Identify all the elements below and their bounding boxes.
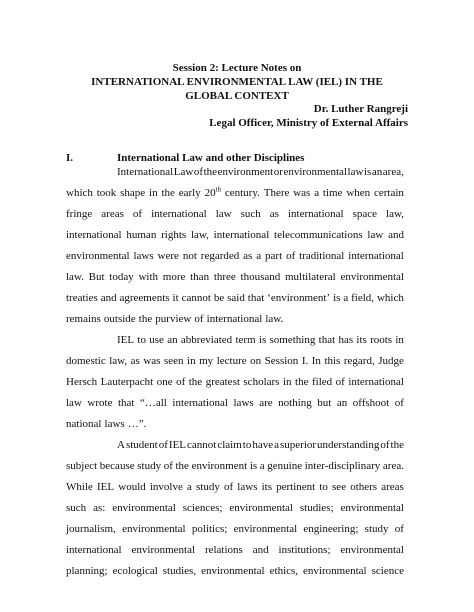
text-line: treaties and agreements it cannot be said that ‘environment’ is a field, which bbox=[66, 292, 404, 304]
text-line: While IEL would involve a study of laws its pertinent to see others areas bbox=[66, 481, 404, 493]
text-line: international environmental relations and institutions; environmental bbox=[66, 544, 404, 556]
section-title: International Law and other Disciplines bbox=[117, 152, 305, 164]
text-line: planning; ecological studies, environmental ethics, environmental science bbox=[66, 565, 404, 577]
document-title-block bbox=[40, 61, 434, 103]
text-line: journalism, environmental politics; environmental engineering; study of bbox=[66, 523, 404, 535]
text-line: A student of IEL cannot claim to have a superior understanding of the bbox=[117, 439, 404, 451]
text-line: law wrote that “…all international laws are nothing but an offshoot of bbox=[66, 397, 404, 409]
text-line: International Law of the environment or environmental law is an area, bbox=[117, 166, 404, 178]
author-block bbox=[209, 102, 408, 130]
author-position: Legal Officer, Ministry of External Affairs bbox=[209, 117, 408, 129]
text-line: such as: environmental sciences; environmental studies; environmental bbox=[66, 502, 404, 514]
text-line: subject because study of the environment is a genuine inter-disciplinary area. bbox=[66, 460, 404, 472]
text-line: environmental laws were not regarded as a part of traditional international bbox=[66, 250, 404, 262]
text-line: IEL to use an abbreviated term is something that has its roots in bbox=[117, 334, 404, 346]
text-line: remains outside the purview of international law. bbox=[66, 313, 284, 325]
author-name: Dr. Luther Rangreji bbox=[313, 103, 408, 115]
text-line: international human rights law, international telecommunications law and bbox=[66, 229, 404, 241]
text-line: domestic law, as was seen in my lecture on Session I. In this regard, Judge bbox=[66, 355, 404, 367]
title-line-1: INTERNATIONAL ENVIRONMENTAL LAW (IEL) IN THE bbox=[91, 76, 383, 88]
text-line: law. But today with more than three thousand multilateral environmental bbox=[66, 271, 404, 283]
body-text bbox=[66, 162, 404, 582]
title-line-2: GLOBAL CONTEXT bbox=[185, 90, 289, 102]
text-line: national laws …”. bbox=[66, 418, 147, 430]
session-heading: Session 2: Lecture Notes on bbox=[172, 62, 302, 74]
text-line: which took shape in the early 20th century. There was a time when certain bbox=[66, 185, 404, 199]
text-line: Hersch Lauterpacht one of the greatest scholars in the filed of international bbox=[66, 376, 404, 388]
section-number: I. bbox=[66, 152, 74, 164]
text-line: fringe areas of international law such as international space law, bbox=[66, 208, 404, 220]
